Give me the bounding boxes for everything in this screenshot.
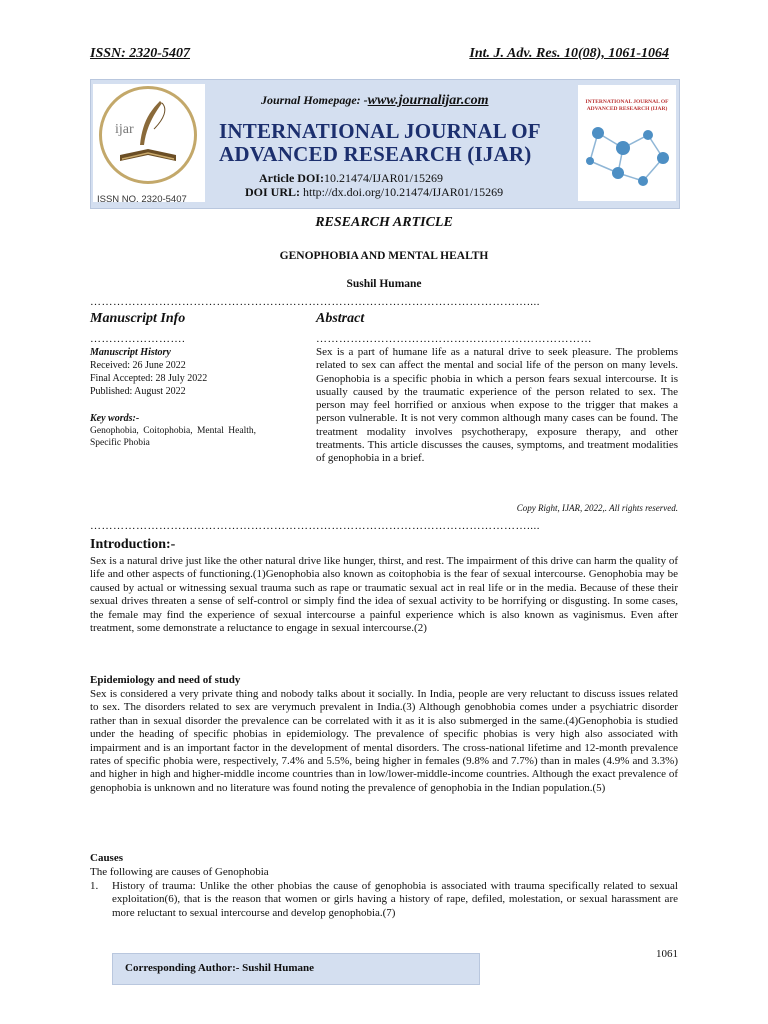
journal-homepage [261,93,489,109]
article-doi [259,171,443,186]
doi-value: 10.21474/IJAR01/15269 [323,171,443,185]
issn-text: ISSN: 2320-5407 [90,46,190,61]
received-date: Received: 26 June 2022 [90,360,186,371]
article-type: RESEARCH ARTICLE [315,215,453,230]
abstract-dots: ……………………………………………………………… [316,333,592,345]
manuscript-history [90,346,207,398]
keywords-label: Key words:- [90,413,140,424]
published-date: Published: August 2022 [90,386,186,397]
doi-url [245,185,503,200]
article-author: Sushil Humane [346,278,422,290]
abstract-text: Sex is a part of humane life as a natural drive to seek pleasure. The problems related to sex can affect the mental and social life of the person on many levels. Genophobia is a specific phobia in which a person fears sexual intercourse. It is usually caused by the traumatic experience of the person related to sex. The person may feel horrified or anxious when expose to the trigger that makes a person vulnerable. It is not very common although many cases can be found. The treatment modality involves psychotherapy, exposure therapy, and other treatments. This article discusses the causes, symptoms, and treatment modalities of genophobia in a brief. [316,346,678,465]
logo-issn: ISSN NO. 2320-5407 [97,194,187,205]
separator-top: …………………………………………………………………………………………………….... [90,297,540,308]
keywords [90,413,256,449]
doi-url-label: DOI URL: [245,185,301,199]
separator-bottom: …………………………………………………………………………………………………….... [90,521,540,532]
keywords-text: Genophobia, Coitophobia, Mental Health, Specific Phobia [90,426,256,448]
molecule-icon [578,113,676,193]
journal-logo [93,84,205,205]
journal-cover-image [578,85,676,201]
list-item [90,880,678,920]
article-title: GENOPHOBIA AND MENTAL HEALTH [279,250,489,262]
journal-title: INTERNATIONAL JOURNAL OF ADVANCED RESEARCH (IJAR) [219,119,541,166]
accepted-date: Final Accepted: 28 July 2022 [90,373,208,384]
homepage-link[interactable]: www.journalijar.com [367,93,489,108]
cover-title: INTERNATIONAL JOURNAL OF ADVANCED RESEARCH (IJAR) [585,99,669,112]
list-item-text: History of trauma: Unlike the other phobias the cause of genophobia is associated with trauma specifically related to sexual exploitation(6), that is the reason that women or girls having a history of rape, defiled, molestation, or sexual harassment are more reluctant to sexual intercourse and develop genophobia.(7) [112,880,678,919]
introduction-heading: Introduction:- [90,537,176,552]
running-header [90,46,669,62]
causes-intro: The following are causes of Genophobia [90,866,269,878]
copyright: Copy Right, IJAR, 2022,. All rights reserved. [516,503,678,513]
page-number: 1061 [656,948,678,960]
list-number: 1. [90,880,99,892]
manuscript-info-heading: Manuscript Info [90,311,186,326]
journal-banner [90,79,680,209]
corresponding-author-box: Corresponding Author:- Sushil Humane [112,953,480,985]
logo-ring [99,86,197,184]
history-label: Manuscript History [90,347,171,358]
logo-text: ijar [115,122,134,137]
manuscript-dots: ……………………. [90,333,186,345]
doi-url-link[interactable]: http://dx.doi.org/10.21474/IJAR01/15269 [303,185,504,199]
introduction-text: Sex is a natural drive just like the other natural drive like hunger, thirst, and rest. The impairment of this drive can harm the quality of life and other aspects of functioning.(1)Genophobia also known as coitophobia is the fear of sexual intercourse. Genophobia may be caused by actual or witnessing sexual trauma such as rape or traumatic sexual act in real life or in the media. Because of these their sexual drives threaten a sense of self-control or simply find the idea of sexual activity to be horrifying or disgusting. In some cases, the female may find the experience of sexual intercourse a painful experience which is also known as vaginismus. Even after treatment, some demonstrate a reluctance to engage in sexual intercourse.(2) [90,555,678,635]
homepage-label: Journal Homepage: - [261,93,368,107]
abstract-heading: Abstract [316,311,365,326]
epidemiology-heading: Epidemiology and need of study [90,674,241,686]
citation-text: Int. J. Adv. Res. 10(08), 1061-1064 [469,46,669,61]
causes-heading: Causes [90,852,124,864]
epidemiology-text: Sex is considered a very private thing and nobody talks about it socially. In India, people are very reluctant to discuss issues related to sex. The disorders related to sex are verymuch prevalent in India.(3) Although genobhobia comes under a psychiatric disorder rather than in sexual disorder the prevalence can be correlated with it as it is also submerged in the same.(4)Genophobia is studied under the heading of specific phobias in epidemiology. The prevalence of specific phobias is very high also associated with impairment and is an important factor in the development of mental disorders. The cross-national lifetime and 12-month prevalence rates of specific phobia were, respectively, 7.4% and 5.5%, being higher in females (9.8% and 7.7%) than in males (4.9% and 3.3%) and higher in high and higher-middle income countries than in low/lower-middle-income countries. Although the exact prevalence of genophobia is unknown and no literature was found noting the prevalence of genophobia in the Indian population.(5) [90,688,678,794]
doi-label: Article DOI: [259,171,324,185]
